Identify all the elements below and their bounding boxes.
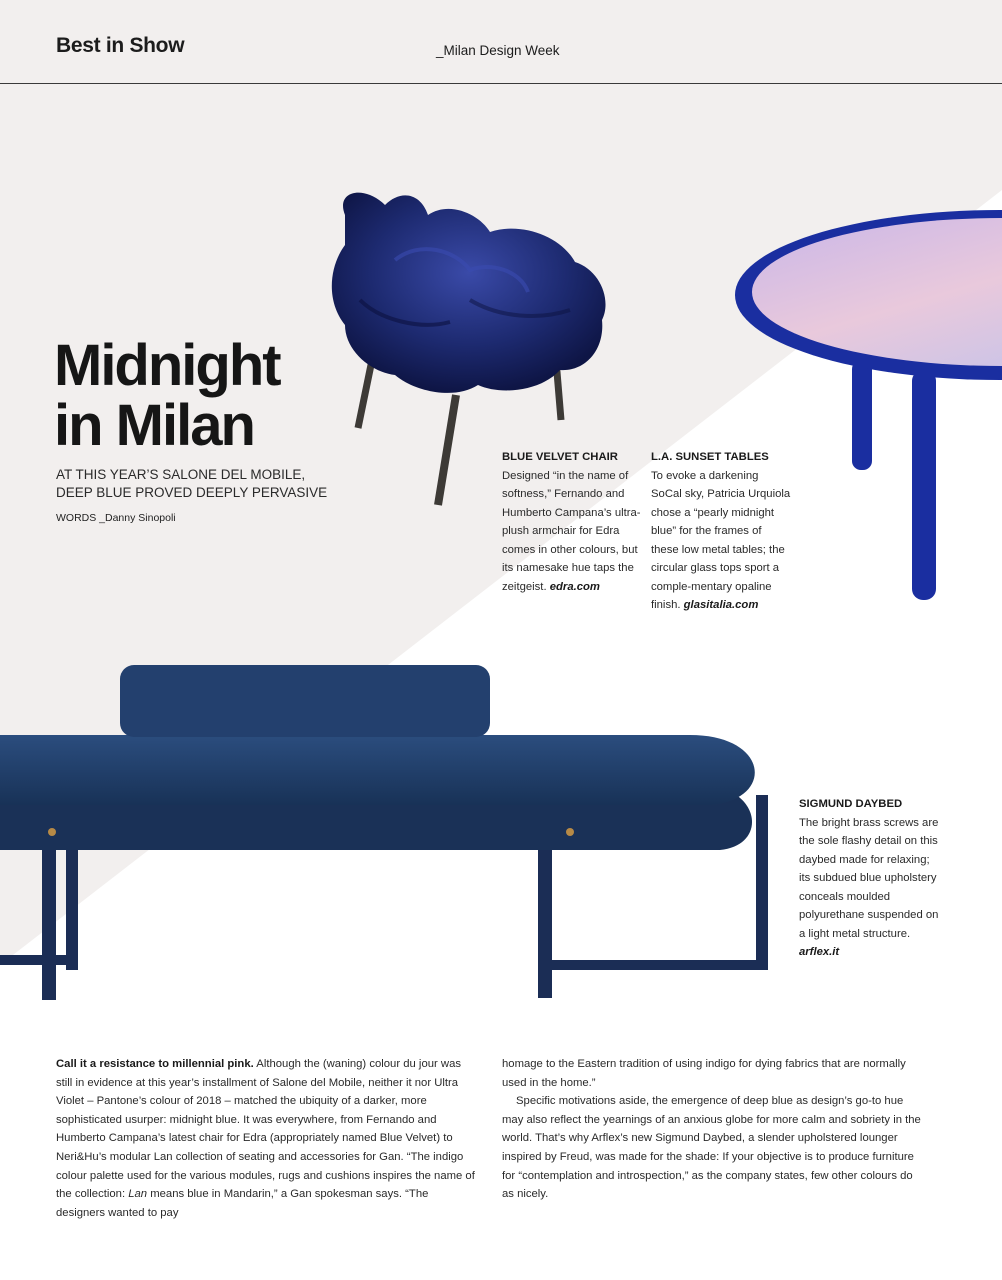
- body-text: Although the (waning) colour du jour was still in evidence at this year’s installment of Salone del Mobile, neither it nor Ultra Violet – Pantone’s colour of 2018 – matched the ubiquity of a darker, more sophisticated usurper: midnight blue. It was everywhere, from Fernando and Humberto Campana’s latest chair for Edra (appropriately named Blue Velvet) to Neri&Hu’s modular Lan collection of seating and accessories for Gan. “The indigo colour palette used for the various modules, rugs and cushions inspires the name of the collection:: [56, 1058, 475, 1201]
- caption-text: Designed “in the name of softness,” Fernando and Humberto Campana’s ultra-plush armchair for Edra comes in other colours, but its namesake hue taps the zeitgeist.: [502, 469, 641, 593]
- article-deck: [56, 466, 356, 502]
- caption-link[interactable]: glasitalia.com: [683, 599, 759, 611]
- caption-blue-velvet-chair: [502, 448, 642, 596]
- body-text: means blue in Mandarin,” a Gan spokesman says. “The designers wanted to pay: [56, 1188, 429, 1219]
- caption-title: SIGMUND DAYBED: [799, 798, 903, 810]
- section-subtitle: _Milan Design Week: [436, 43, 560, 58]
- headline-line-2: in Milan: [54, 393, 254, 458]
- body-paragraph: Specific motivations aside, the emergence of deep blue as design’s go-to hue may also reflect the yearnings of an anxious globe for more calm and sobriety in the world. That’s why Arflex’s new Sigmund Daybed, a slender upholstered lounger inspired by Freud, was made for the shade: If your objective is to produce furniture for “contemplation and introspection,” as the company states, few other colours do as nicely.: [502, 1095, 921, 1201]
- caption-link[interactable]: arflex.it: [799, 946, 840, 958]
- deck-line-2: DEEP BLUE PROVED DEEPLY PERVASIVE: [56, 485, 328, 500]
- body-italic: Lan: [128, 1188, 148, 1201]
- headline-line-1: Midnight: [54, 333, 280, 398]
- sigmund-daybed-image: [0, 665, 768, 1000]
- section-name: Best in Show: [56, 34, 185, 57]
- caption-title: L.A. SUNSET TABLES: [651, 451, 769, 463]
- body-paragraph: homage to the Eastern tradition of using indigo for dying fabrics that are normally used in the home.”: [502, 1058, 906, 1089]
- body-column-left: [56, 1055, 480, 1222]
- lead-in: Call it a resistance to millennial pink.: [56, 1058, 254, 1070]
- caption-sigmund-daybed: [799, 795, 939, 962]
- caption-text: To evoke a darkening SoCal sky, Patricia Urquiola chose a “pearly midnight blue” for the frames of these low metal tables; the circular glass tops sport a comple-mentary opaline finish.: [651, 469, 791, 611]
- byline: WORDS _Danny Sinopoli: [56, 512, 176, 524]
- article-headline: [54, 333, 280, 458]
- caption-link[interactable]: edra.com: [549, 580, 600, 593]
- deck-line-1: AT THIS YEAR’S SALONE DEL MOBILE,: [56, 467, 306, 482]
- caption-title: BLUE VELVET CHAIR: [502, 451, 618, 463]
- body-column-right: [502, 1055, 926, 1204]
- caption-la-sunset-tables: [651, 448, 791, 615]
- caption-text: The bright brass screws are the sole flashy detail on this daybed made for relaxing; its subdued blue upholstery conceals moulded polyurethane suspended on a light metal structure.: [799, 816, 939, 940]
- body-paragraph: [56, 1055, 480, 1222]
